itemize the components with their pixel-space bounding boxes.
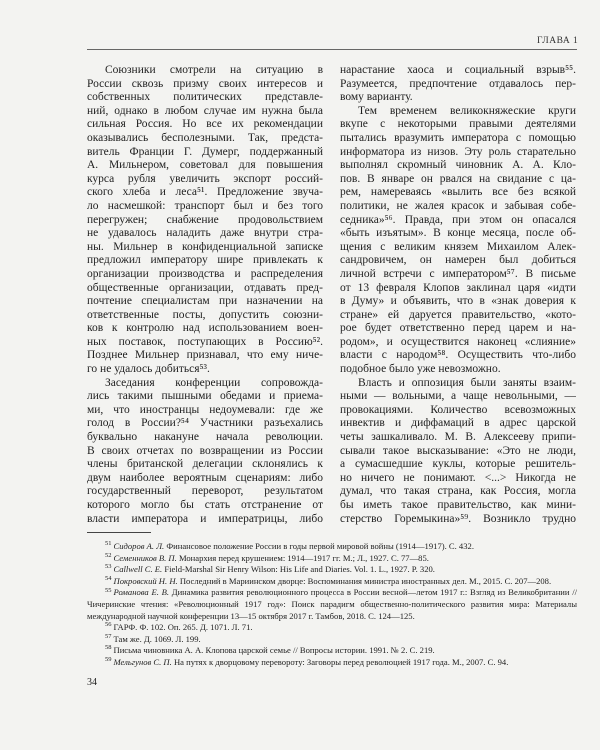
text-line: перегружен; снабжение продовольствием — [87, 213, 323, 226]
text-line: курса рубля увеличить экспорт россий- — [87, 172, 323, 185]
footnote — [87, 576, 577, 588]
footnote-author: Callwell C. E. — [113, 564, 163, 575]
footnote-author: Сидоров А. Л. — [113, 541, 165, 551]
footnote-text: Письма чиновника А. А. Клопова царской семье // Вопросы истории. 1991. № 2. С. 219. — [113, 645, 435, 656]
footnote-text: Последний в Мариинском дворце: Воспоминания министра иностранных дел. М., 2015. С. 207—208. — [179, 575, 552, 586]
footnote-text: ГАРФ. Ф. 102. Оп. 265. Д. 1071. Л. 71. — [113, 622, 253, 633]
footnote-text: Динамика развития революционного процесса в России весной—летом 1917 г.: Взгляд из Великобритании // Чичеринские чтения: «Революционный 1917 год»: Поиск парадигм общественно-политического развития мира: Материалы международной научной конференции 13—15 октября 2017 г. Тамбов, 2018. С. 124—125. — [87, 587, 577, 621]
text-line: щения с великим князем Михаилом Алек- — [340, 240, 576, 253]
text-line: вкупе с некоторыми правыми деятелями — [340, 118, 576, 131]
text-line: Тем временем великокняжеские круги — [358, 104, 576, 117]
text-line: сильная Россия. Но все их рекомендации — [87, 118, 323, 131]
text-line: ными — вольными, а чаще невольными, — — [340, 390, 576, 403]
footnote-number: 59 — [105, 656, 112, 664]
text-line: думал, что такая страна, как Россия, могла — [340, 485, 576, 498]
text-line: пытались вразумить императора с помощью — [340, 131, 576, 144]
text-line: власти с народом⁵⁸. Осуществить что-либо — [340, 349, 576, 362]
text-line: члены британской делегации склонялись к — [87, 458, 323, 471]
running-head: ГЛАВА 1 — [537, 36, 579, 46]
text-line: го не удалось добиться⁵³. — [87, 363, 210, 376]
footnote-number: 55 — [105, 586, 112, 594]
footnote-number: 51 — [105, 540, 112, 548]
footnote-number: 56 — [105, 621, 112, 629]
text-line: «быть изъятым». В конце месяца, после об- — [340, 227, 576, 240]
text-line: двум наиболее вероятным сценариям: либо — [87, 471, 323, 484]
footnote-author: Романова Е. В. — [113, 587, 169, 598]
footnote-author: Мельгунов С. П. — [113, 656, 172, 667]
text-line: седника»⁵⁶. Правда, при этом он опасался — [340, 213, 576, 226]
footnote-number: 57 — [105, 632, 112, 640]
footnote — [87, 587, 577, 622]
left-text-column — [87, 64, 323, 526]
footnote — [87, 634, 577, 646]
page-bottom — [87, 532, 577, 689]
text-line: оказывались бесполезными. Так, предста- — [87, 131, 323, 144]
footnote — [87, 645, 577, 657]
footnote-number: 58 — [105, 644, 112, 652]
header-rule — [87, 49, 577, 50]
footnote-text: Field-Marshal Sir Henry Wilson: His Life and Diaries. Vol. 1. L., 1927. P. 320. — [164, 564, 435, 575]
text-line: сандровичем, он намерен был добиться — [340, 254, 576, 267]
text-line: почтение специалистам при назначении на — [87, 295, 323, 308]
text-line: предложил императору шире привлекать к — [87, 254, 323, 267]
text-line: власти императора и императрицы, либо — [87, 512, 323, 525]
text-line: инвектив и диффамаций в адрес царской — [340, 417, 576, 430]
text-line: а сумасшедшие куклы, которые решитель- — [340, 458, 576, 471]
right-text-column — [340, 64, 576, 526]
text-line: общественные организации, отдавать пред- — [87, 281, 323, 294]
text-line: буквально накануне начала революции. — [87, 431, 323, 444]
text-line: ответственные посты, допустить союзни- — [87, 308, 323, 321]
text-line: России сквозь призму своих интересов и — [87, 77, 323, 90]
footnote-author: Семенников В. П. — [113, 552, 177, 563]
footnote-number: 53 — [105, 563, 112, 571]
text-line: стерство Горемыкина»⁵⁹. Возникло трудно — [340, 512, 576, 525]
text-line: бы иметь такое правительство, как мини- — [340, 499, 576, 511]
text-line: четы зашкаливало. М. В. Алексееву припи- — [340, 431, 576, 444]
text-line: вому варианту. — [340, 91, 413, 104]
text-line: в Думу» и объявить, что в «знак доверия к — [340, 295, 576, 308]
text-line: ны. Мильнер в конфиденциальной записке — [87, 240, 323, 253]
text-line: Позднее Мильнер признавал, что ему ниче- — [87, 349, 323, 362]
footnote-author: Покровский Н. Н. — [113, 575, 178, 586]
text-line: В своих отчетах по возвращении из России — [87, 444, 323, 457]
text-line: витель Франции Г. Думерг, поддержанный — [87, 145, 323, 158]
text-line: Заседания конференции сопровожда- — [105, 376, 323, 389]
text-line: собственных политических представле- — [87, 91, 323, 104]
text-line: стране» ей даруется правительство, «кото- — [340, 308, 576, 321]
text-line: ний, однако в любом случае им нужна была — [87, 104, 323, 117]
footnote-text: Финансовое положение России в годы первой мировой войны (1914—1917). С. 432. — [166, 541, 474, 551]
footnote — [87, 553, 577, 565]
text-line: рое будет ответственно перед царем и на- — [340, 322, 576, 335]
page-number: 34 — [87, 676, 97, 688]
text-line: личной встречи с императором⁵⁷. В письме — [340, 267, 576, 280]
text-line: Союзники смотрели на ситуацию в — [105, 64, 323, 76]
footnote-text: Там же. Д. 1069. Л. 199. — [113, 633, 201, 644]
text-line: рем, намереваясь «вылить все без всякой — [340, 186, 576, 199]
text-line: нарастание хаоса и социальный взрыв⁵⁵. — [340, 64, 576, 76]
text-line: ского хлеба и леса⁵¹. Предложение звуча- — [87, 186, 323, 199]
text-line: информатора из низов. Эту роль старательно — [340, 145, 576, 158]
text-line: ло насмешкой: транспорт был и без того — [87, 199, 323, 212]
text-line: от 13 февраля Клопов заклинал царя «идти — [340, 281, 576, 294]
text-line: родом», и осуществится наконец «слияние» — [340, 335, 576, 348]
footnote-separator — [87, 532, 151, 533]
text-line: но ничего не понимают. <...> Никогда не — [340, 471, 576, 484]
footnote — [87, 564, 577, 576]
text-line: провокациями. Количество всевозможных — [340, 403, 576, 416]
text-line: ков к контролю над использованием воен- — [87, 322, 323, 335]
text-line: А. Мильнером, советовал для повышения — [87, 159, 323, 172]
text-line: ми, что иностранцы недоумевали: где же — [87, 403, 323, 416]
footnote — [87, 541, 577, 553]
text-line: организации производства и распределения — [87, 267, 323, 280]
footnotes — [87, 541, 577, 669]
footnote-text: Монархия перед крушением: 1914—1917 гг. М.; Л., 1927. С. 77—85. — [178, 552, 429, 563]
footnote — [87, 657, 577, 669]
footnote-number: 54 — [105, 574, 112, 582]
footnote-text: На путях к дворцовому перевороту: Заговоры перед революцией 1917 года. М., 2007. С. 94. — [173, 656, 509, 667]
footnote — [87, 622, 577, 634]
text-line: голод в России?⁵⁴ Участники разъехались — [87, 417, 323, 430]
text-line: подобное было уже невозможно. — [340, 363, 501, 376]
text-line: не удавалось наладить даже внутри стра- — [87, 227, 323, 240]
text-line: пов. В январе он рвался на свидание с ца- — [340, 172, 576, 185]
text-line: которого могло бы стать отстранение от — [87, 499, 323, 511]
text-line: Разумеется, предпочтение отдавалось пер- — [340, 77, 576, 90]
text-line: сывали такое высказывание: «Это не люди, — [340, 444, 576, 457]
text-line: лись такими пышными обедами и приема- — [87, 390, 323, 403]
text-line: государственный переворот, результатом — [87, 485, 323, 498]
text-line: ных поставок, поступающих в Россию⁵². — [87, 335, 323, 348]
footnote-number: 52 — [105, 551, 112, 559]
text-line: выполнял скромный чиновник А. А. Кло- — [340, 159, 576, 172]
text-line: Власть и оппозиция были заняты взаим- — [358, 376, 576, 389]
text-line: политики, не жалея красок и забывая собе- — [340, 199, 576, 212]
